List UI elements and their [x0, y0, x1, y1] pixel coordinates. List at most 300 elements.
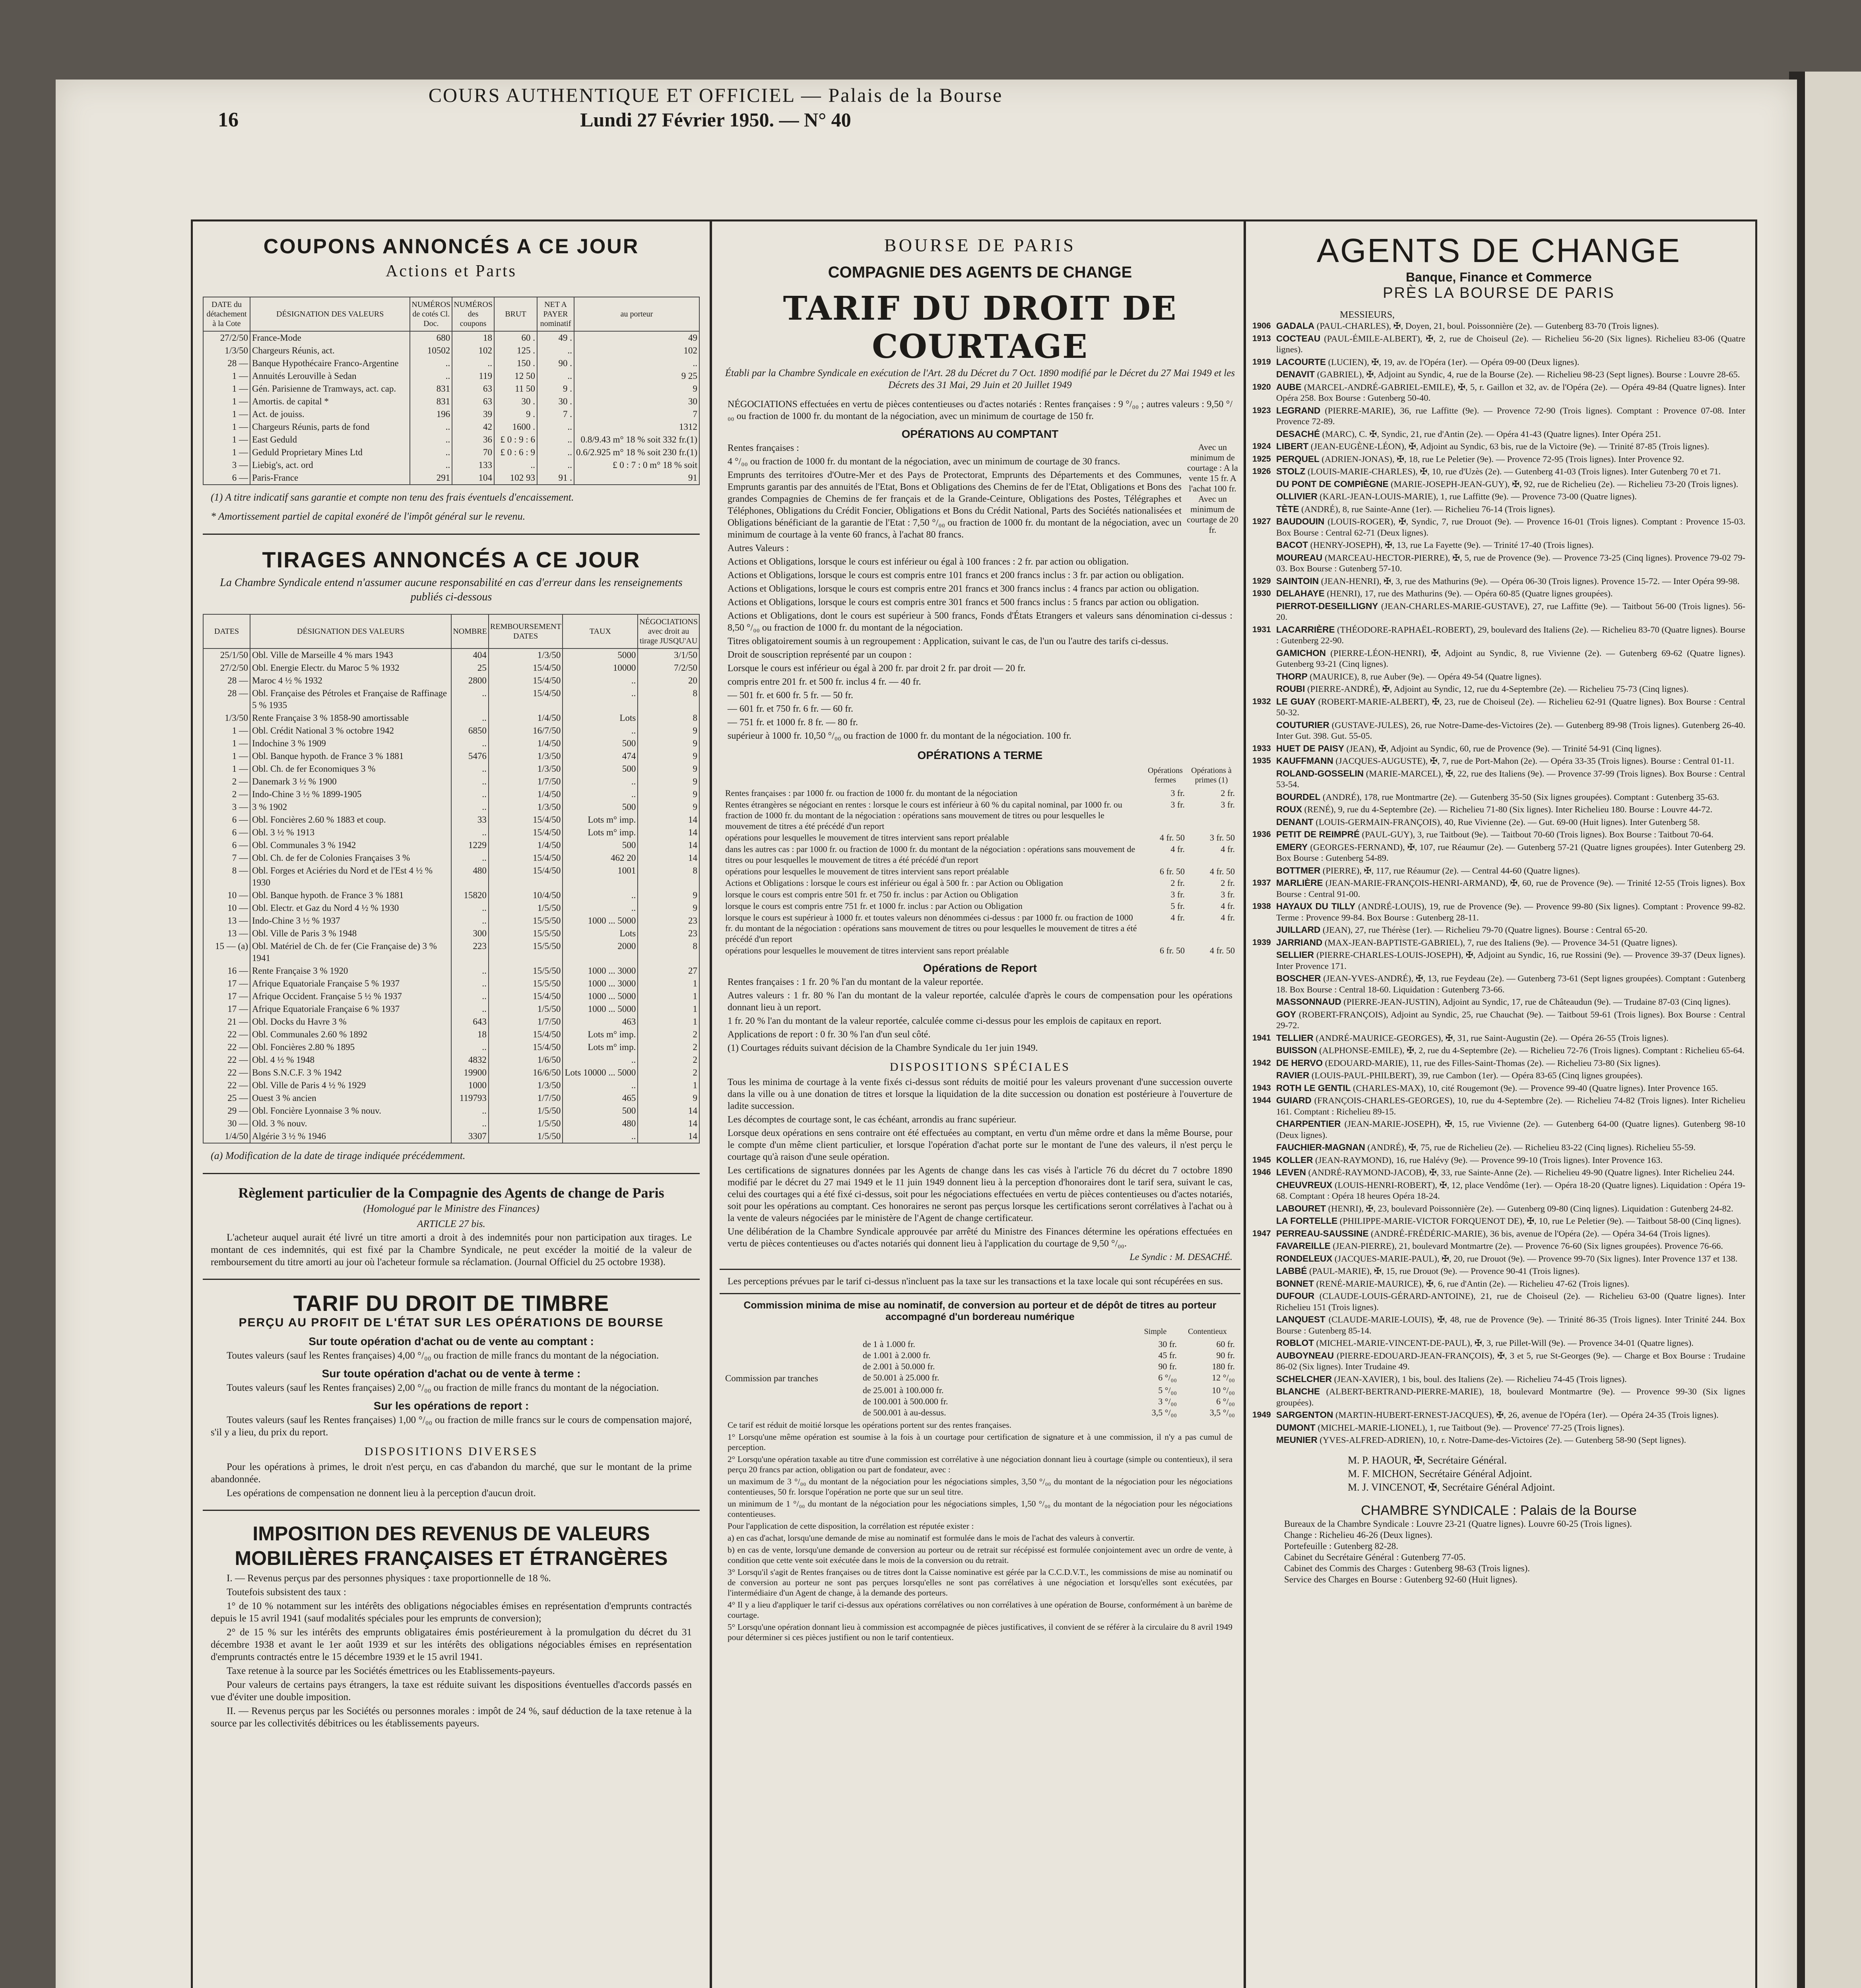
agent-details: (GEORGES-FERNAND), ✠, 107, rue Réaumur (2e). — Gutenberg 57-21 (Quatre lignes groupées). Inter Gutenberg 29. Box Bourse : Gutenberg 54-89. [1276, 842, 1746, 863]
table-cell: 4 fr. 50 [1210, 945, 1235, 955]
agent-name: MOUREAU [1276, 552, 1323, 563]
table-cell: 102 93 [494, 472, 537, 485]
comptant-paragraph: Titres obligatoirement soumis à un regroupement : Application, suivant le cas, de l'un ou l'autre des tarifs ci-dessus. [728, 636, 1168, 646]
table-cell: 39 [452, 408, 494, 421]
agent-entry [1252, 865, 1745, 876]
table-row [724, 866, 1236, 877]
table-cell: lorsque le cours est supérieur à 1000 fr. et toutes valeurs non dénommées ci-dessus : par 1000 fr. ou fraction de 1000 fr. du montant de la négociation : opérations sans mouvement de titres ou pour lesquelles le mouvement de titres a été précédé d'un report [725, 912, 1137, 944]
table-cell: 1 [638, 1003, 699, 1015]
agent-year [1252, 1253, 1276, 1264]
agent-entry [1252, 491, 1745, 502]
table-cell: 91 . [537, 472, 574, 485]
table-cell: 500 [563, 737, 638, 750]
table-cell: 45 fr. [1158, 1350, 1177, 1360]
table-cell: £ 0 : 7 : 0 m° 18 % soit [574, 459, 699, 472]
agent-name: ROUX [1276, 804, 1302, 814]
agent-entry [1252, 1009, 1745, 1031]
agent-entry [1252, 1118, 1745, 1140]
agent-text [1276, 1215, 1745, 1227]
table-cell: Rentes françaises : par 1000 fr. ou fraction de 1000 fr. du montant de la négociation [725, 788, 1017, 798]
agent-details: (MARCEL-ANDRÉ-GABRIEL-EMILE), ✠, 5, r. Gaillon et 32, av. de l'Opéra (2e). — Opéra 49-84 (Quatre lignes). Inter Opéra 258. Box Bourse : Gutenberg 50-40. [1276, 382, 1746, 403]
table-cell: 1 — [203, 370, 250, 382]
agent-details: (KARL-JEAN-LOUIS-MARIE), 1, rue Laffitte (9e). — Provence 73-00 (Quatre lignes). [1320, 491, 1637, 501]
table-cell: 70 [452, 446, 494, 459]
agent-name: GAMICHON [1276, 648, 1326, 658]
bourse-de-paris-heading: BOURSE DE PARIS [884, 235, 1076, 255]
agent-name: LE GUAY [1276, 696, 1316, 707]
agent-details: (GABRIEL), ✠, Adjoint au Syndic, 4, rue de la Bourse (2e). — Richelieu 98-23 (Sept lignes). Bourse : Louvre 28-65. [1317, 369, 1740, 379]
agent-name: ROTH LE GENTIL [1276, 1083, 1351, 1093]
table-row [724, 889, 1236, 900]
agent-text [1276, 1374, 1745, 1385]
table-cell: 16 — [203, 965, 250, 977]
table-cell: 3 fr. [1221, 889, 1235, 899]
agent-name: DUMONT [1276, 1422, 1316, 1433]
table-cell: 404 [451, 648, 489, 662]
table-cell: .. [574, 357, 699, 370]
agent-entry [1252, 743, 1745, 754]
agent-entry [1252, 540, 1745, 551]
table-cell: .. [537, 459, 574, 472]
tirages-title: TIRAGES ANNONCÉS A CE JOUR [262, 547, 640, 572]
agent-year: 1920 [1252, 382, 1271, 392]
perceptions-text: Les perceptions prévues par le tarif ci-dessus n'incluent pas la taxe sur les transactions et la taxe locale qui sont récupérées en sus. [728, 1276, 1223, 1287]
table-cell: 4 fr. 50 [1210, 866, 1235, 876]
table-row [724, 832, 1236, 843]
agent-text [1276, 1167, 1745, 1178]
agent-entry [1252, 996, 1745, 1008]
agent-entry [1252, 479, 1745, 490]
table-cell: .. [451, 990, 489, 1003]
agent-name: BOSCHER [1276, 973, 1321, 983]
table-cell: 1000 ... 3000 [563, 977, 638, 990]
table-cell: Afrique Equatoriale Française 6 % 1937 [250, 1003, 451, 1015]
agent-text [1276, 466, 1745, 477]
comptant-paragraph: Actions et Obligations, lorsque le cours est compris entre 101 francs et 200 francs inclus : 3 fr. par action ou obligation. [728, 570, 1184, 580]
table-cell: 15/5/50 [489, 914, 563, 927]
table-cell: Obl. Banque hypoth. de France 3 % 1881 [250, 889, 451, 902]
table-row [724, 1361, 1236, 1372]
agent-entry [1252, 878, 1745, 899]
agent-entry [1252, 516, 1745, 538]
table-cell: de 1.001 à 2.000 fr. [863, 1350, 931, 1360]
table-cell: lorsque le cours est compris entre 501 fr. et 750 fr. inclus : par Action ou Obligation [725, 889, 1018, 899]
table-cell: £ 0 : 9 : 6 [494, 433, 537, 446]
terme-rows [724, 787, 1236, 956]
table-cell: 42 [452, 421, 494, 433]
agent-entry [1252, 671, 1745, 682]
table-cell: 119 [452, 370, 494, 382]
table-cell: 500 [563, 839, 638, 852]
table-cell: 33 [451, 813, 489, 826]
table-cell: 9 [638, 902, 699, 914]
table-cell: 3 fr. [1170, 800, 1185, 810]
agent-year [1252, 1118, 1276, 1140]
agent-year: 1947 [1252, 1229, 1271, 1238]
agent-text [1276, 1009, 1745, 1031]
table-cell: Chargeurs Réunis, act. [250, 344, 410, 357]
agent-year [1252, 479, 1276, 490]
table-cell: Obl. Foncières 2.60 % 1883 et coup. [250, 813, 451, 826]
table-cell: Danemark 3 ½ % 1900 [250, 775, 451, 788]
agent-text [1276, 1045, 1745, 1056]
table-cell: 9 [574, 382, 699, 395]
speciales-paragraph: Les décomptes de courtage sont, le cas échéant, arrondis au franc supérieur. [728, 1114, 1017, 1125]
agent-year: 1944 [1252, 1096, 1271, 1105]
agent-year [1252, 1070, 1276, 1081]
table-cell: 1/5/50 [489, 1105, 563, 1117]
agent-year: 1929 [1252, 576, 1271, 586]
table-cell: 15/5/50 [489, 940, 563, 965]
comptant-paragraph: Droit de souscription représenté par un coupon : [728, 650, 912, 660]
agent-details: (LOUIS-PAUL-PHILBERT), 39, rue Cambon (1er). — Opéra 83-65 (Cinq lignes groupées). [1311, 1070, 1643, 1080]
table-cell: 1312 [574, 421, 699, 433]
agent-details: (RENÉ), 9, rue du 4-Septembre (2e). — Richelieu 71-80 (Six lignes). Inter Richelieu 180. Bourse : Louvre 44-72. [1304, 804, 1713, 814]
agent-text [1276, 588, 1745, 599]
agent-details: (THÉODORE-RAPHAËL-ROBERT), 29, boulevard des Italiens (2e). — Richelieu 83-70 (Quatre lignes). Bourse : Gutenberg 22-90. [1276, 624, 1745, 645]
table-cell: 1/5/50 [489, 902, 563, 914]
table-cell: 2 fr. [1221, 878, 1235, 888]
agent-entry [1252, 454, 1745, 465]
tirages-col-dates: DATES [203, 614, 250, 648]
table-cell: Obl. Ville de Marseille 4 % mars 1943 [250, 648, 451, 662]
chambre-line: Portefeuille : Gutenberg 82-28. [1284, 1541, 1399, 1551]
table-cell: .. [563, 687, 638, 712]
table-cell: 9 25 [574, 370, 699, 382]
table-cell: 1/5/50 [489, 1003, 563, 1015]
agent-name: ROUBI [1276, 684, 1305, 694]
table-cell: 22 — [203, 1079, 250, 1092]
table-cell: 22 — [203, 1028, 250, 1041]
agent-details: (LOUIS-HENRI-ROBERT), ✠, 12, place Vendôme (1er). — Opéra 18-20 (Quatre lignes). Liquidation : Opéra 19-68. Comptant : Opéra 18 heures Opéra 18-24. [1276, 1180, 1745, 1201]
agent-details: (JEAN-PIERRE), 21, boulevard Montmartre (2e). — Provence 76-60 (Six lignes groupées). Provence 76-66. [1333, 1241, 1723, 1251]
agent-entry [1252, 829, 1745, 840]
commission-note: a) en cas d'achat, lorsqu'une demande de mise au nominatif est formulée dans le mois de l'achat des valeurs à convertir. [728, 1533, 1135, 1543]
chambre-line: Bureaux de la Chambre Syndicale : Louvre 23-21 (Quatre lignes). Louvre 60-25 (Trois lignes). [1284, 1518, 1632, 1529]
agent-text [1276, 576, 1745, 587]
agent-details: (ANDRÉ), 8, rue Sainte-Anne (1er). — Richelieu 76-14 (Trois lignes). [1301, 504, 1555, 514]
agent-year: 1942 [1252, 1058, 1271, 1068]
timbre-diverses-title: DISPOSITIONS DIVERSES [364, 1445, 538, 1458]
table-cell: 17 — [203, 1003, 250, 1015]
table-cell: 1/4/50 [203, 1130, 250, 1143]
agent-details: (LOUIS-MARIE-CHARLES), ✠, 10, rue d'Uzès (2e). — Gutenberg 41-03 (Trois lignes). Inter Gutenberg 70 et 71. [1307, 466, 1721, 476]
comptant-text [720, 442, 1240, 742]
table-cell: 1000 ... 5000 [563, 1003, 638, 1015]
chambre-line: Change : Richelieu 46-26 (Deux lignes). [1284, 1530, 1433, 1540]
agent-year [1252, 804, 1276, 815]
agent-name: THORP [1276, 671, 1308, 681]
agent-text [1276, 768, 1745, 790]
agent-name: ROBLOT [1276, 1338, 1314, 1348]
table-cell: Paris-France [250, 472, 410, 485]
agent-text [1276, 624, 1745, 646]
table-row [724, 1350, 1236, 1361]
commission-note: un minimum de 1 °/₀₀ du montant de la négociation pour les négociations simples, 1,50 °/₀₀ du montant de la négociation pour les négociations contentieuses. [728, 1499, 1232, 1519]
column-rule-2 [1244, 219, 1246, 1988]
right-column [1252, 227, 1745, 1585]
agent-name: LABOURET [1276, 1203, 1326, 1213]
table-row [203, 813, 699, 826]
agent-name: PETIT DE REIMPRÉ [1276, 829, 1360, 839]
agent-entry [1252, 1045, 1745, 1056]
table-cell: 1 — [203, 433, 250, 446]
divider [203, 534, 700, 535]
agent-name: GADALA [1276, 321, 1315, 331]
table-cell: 2 [638, 1066, 699, 1079]
table-cell: 10/4/50 [489, 889, 563, 902]
comptant-title: OPÉRATIONS AU COMPTANT [901, 428, 1059, 440]
commission-col-contentieux: Contentieux [1188, 1327, 1227, 1336]
agent-entry [1252, 1228, 1745, 1239]
speciales-paragraph: Une délibération de la Chambre Syndicale approuvée par arrêté du Ministre des Finances détermine les opérations effectuées en vertu de pièces contentieuses ou d'actes notariés qui donnent lieu à l'application du courtage de 9,50 °/₀₀. [728, 1227, 1232, 1249]
table-cell: 6 fr. 50 [1160, 866, 1185, 876]
agent-text [1276, 320, 1745, 332]
table-cell: 1/7/50 [489, 1092, 563, 1105]
table-cell: Obl. Communales 3 % 1942 [250, 839, 451, 852]
table-cell: 1/3/50 [203, 712, 250, 724]
agent-text [1276, 1291, 1745, 1312]
table-cell [724, 1407, 861, 1418]
agent-entry [1252, 1386, 1745, 1408]
speciales-title: DISPOSITIONS SPÉCIALES [890, 1060, 1070, 1074]
agent-entry [1252, 768, 1745, 790]
negociations-text: NÉGOCIATIONS effectuées en vertu de pièces contentieuses ou d'actes notariés : Rentes françaises : 9 °/₀₀ ; autres valeurs : 9,50 °/₀₀ ou fraction de 1000 fr. du montant de la négociation, avec un minimum de courtage de 150 fr. [728, 399, 1232, 421]
agent-year: 1932 [1252, 697, 1271, 706]
table-cell: 3 — [203, 801, 250, 813]
table-cell: dans les autres cas : par 1000 fr. ou fraction de 1000 fr. du montant de la négociation : opérations sans mouvement de titres ou pour lesquelles le mouvement de titres a été précédé d'un report [725, 844, 1135, 865]
agent-name: PIERROT-DESEILLIGNY [1276, 601, 1378, 611]
table-cell: 500 [563, 801, 638, 813]
table-cell: Obl. Energie Electr. du Maroc 5 % 1932 [250, 662, 451, 674]
agent-details: (MICHEL-MARIE-VINCENT-DE-PAUL), ✠, 3, rue Pillet-Will (9e). — Provence 34-01 (Quatre lignes). [1316, 1338, 1694, 1348]
agent-details: (PAUL-ÉMILE-ALBERT), ✠, 2, rue de Choiseul (2e). — Richelieu 56-20 (Six lignes). Richelieu 83-06 (Quatre lignes). [1276, 333, 1745, 354]
agent-entry [1252, 937, 1745, 948]
table-cell: 18 [452, 331, 494, 344]
table-cell: 10 °/₀₀ [1212, 1385, 1235, 1395]
table-row [203, 775, 699, 788]
table-cell: 9 [638, 737, 699, 750]
table-cell: 6 °/₀₀ [1216, 1396, 1235, 1406]
agent-year: 1949 [1252, 1410, 1271, 1419]
table-cell [724, 1339, 861, 1350]
table-cell: 480 [451, 864, 489, 889]
table-cell: 15/4/50 [489, 826, 563, 839]
table-row [203, 750, 699, 763]
table-cell: Annuités Lerouville à Sedan [250, 370, 410, 382]
agent-name: GUIARD [1276, 1095, 1312, 1105]
imposition-paragraph: I. — Revenus perçus par des personnes physiques : taxe proportionnelle de 18 %. [227, 1573, 551, 1584]
agent-entry [1252, 1033, 1745, 1044]
table-cell: 6 °/₀₀ [1158, 1373, 1177, 1382]
agent-text [1276, 552, 1745, 574]
table-cell: East Geduld [250, 433, 410, 446]
table-cell: Lots m° imp. [563, 813, 638, 826]
agent-entry [1252, 1422, 1745, 1433]
agents-title: AGENTS DE CHANGE [1316, 232, 1681, 269]
agent-text [1276, 696, 1745, 718]
agent-details: (MARC), C. ✠, Syndic, 21, rue d'Antin (2e). — Opéra 41-43 (Quatre lignes). Inter Opéra 251. [1322, 429, 1661, 439]
agent-entry [1252, 901, 1745, 923]
table-cell: Obl. Ch. de fer de Colonies Françaises 3 % [250, 852, 451, 864]
agent-name: BUISSON [1276, 1045, 1317, 1055]
report-paragraph: Autres valeurs : 1 fr. 80 % l'an du montant de la valeur reportée, calculée d'après le cours de compensation pour les opérations donnant lieu à un report. [728, 990, 1232, 1013]
table-cell: 1000 [451, 1079, 489, 1092]
table-cell: 10502 [410, 344, 452, 357]
table-row [203, 1041, 699, 1054]
table-cell: 7/2/50 [638, 662, 699, 674]
table-row [203, 1054, 699, 1066]
agent-name: LA FORTELLE [1276, 1216, 1338, 1226]
table-cell: 28 — [203, 357, 250, 370]
table-cell: .. [451, 977, 489, 990]
table-cell: 2 — [203, 775, 250, 788]
agent-year [1252, 1350, 1276, 1372]
agent-entry [1252, 405, 1745, 427]
table-cell: 1/3/50 [489, 763, 563, 775]
next-page-edge [1805, 72, 1861, 1988]
agent-year [1252, 792, 1276, 803]
table-cell: 1 [638, 1079, 699, 1092]
agent-text [1276, 601, 1745, 623]
agent-name: FAUCHIER-MAGNAN [1276, 1142, 1365, 1152]
table-row [724, 912, 1236, 945]
table-row [203, 1079, 699, 1092]
agent-details: (ANDRÉ-FRÉDÉRIC-MARIE), 36 bis, avenue de l'Opéra (2e). — Opéra 34-64 (Trois lignes). [1371, 1228, 1710, 1239]
table-cell: 14 [638, 1117, 699, 1130]
reglement-title: Règlement particulier de la Compagnie des Agents de change de Paris [238, 1185, 664, 1201]
agent-year: 1924 [1252, 442, 1271, 451]
agent-entry [1252, 1278, 1745, 1289]
agent-entry [1252, 648, 1745, 670]
report-paragraph: (1) Courtages réduits suivant décision de la Chambre Syndicale du 1er juin 1949. [728, 1043, 1038, 1053]
agent-details: (JEAN-XAVIER), 1 bis, boul. des Italiens (2e). — Richelieu 74-45 (Trois lignes). [1334, 1374, 1627, 1384]
agent-year: 1919 [1252, 357, 1271, 367]
agent-year [1252, 996, 1276, 1008]
agent-name: DELAHAYE [1276, 588, 1325, 598]
table-cell: .. [451, 775, 489, 788]
table-cell: 3/1/50 [638, 648, 699, 662]
table-cell: 462 20 [563, 852, 638, 864]
table-cell: 30 fr. [1158, 1339, 1177, 1349]
terme-title: OPÉRATIONS A TERME [917, 749, 1043, 761]
agent-text [1276, 1386, 1745, 1408]
table-cell: Banque Hypothécaire Franco-Argentine [250, 357, 410, 370]
table-cell: Obl. Electr. et Gaz du Nord 4 ½ % 1930 [250, 902, 451, 914]
table-cell: 643 [451, 1015, 489, 1028]
tirages-col-negociations: NÉGOCIATIONS avec droit au tirage JUSQU'AU [638, 614, 699, 648]
table-cell: 223 [451, 940, 489, 965]
table-cell: 15/4/50 [489, 662, 563, 674]
table-row [724, 843, 1236, 866]
table-cell: .. [563, 775, 638, 788]
table-cell: 1/4/50 [489, 712, 563, 724]
table-cell [724, 1385, 861, 1396]
table-cell: 480 [563, 1117, 638, 1130]
table-cell: 2 — [203, 788, 250, 801]
agent-details: (ADRIEN-JONAS), ✠, 18, rue Le Peletier (9e). — Provence 72-95 (Trois lignes). Inter Provence 92. [1322, 454, 1684, 464]
agents-salutation: MESSIEURS, [1340, 310, 1395, 320]
divider [203, 1510, 700, 1511]
table-cell: 19900 [451, 1066, 489, 1079]
table-cell: 1/7/50 [489, 1015, 563, 1028]
coupons-col-coupons: NUMÉROS des coupons [452, 297, 494, 331]
table-row [203, 1130, 699, 1143]
table-cell: Afrique Equatoriale Française 5 % 1937 [250, 977, 451, 990]
table-cell: 1 — [203, 421, 250, 433]
agent-name: SARGENTON [1276, 1410, 1333, 1420]
table-cell: 14 [638, 852, 699, 864]
table-cell: 22 — [203, 1041, 250, 1054]
agent-year [1252, 1314, 1276, 1336]
agent-details: (JEAN-CHARLES-MARIE-GUSTAVE), 27, rue Laffitte (9e). — Taitbout 56-00 (Trois lignes). 56-20. [1276, 601, 1746, 622]
table-cell: 2 [638, 1041, 699, 1054]
commission-note: b) en cas de vente, lorsqu'une demande de conversion au porteur ou de retrait sur récépissé est formulée conjointement avec un ordre de vente, à condition que cette vente soit exécutée dans le mois de la conversion ou du retrait. [728, 1545, 1232, 1565]
agent-details: (MARIE-JOSEPH-JEAN-GUY), ✠, 92, rue de Richelieu (2e). — Richelieu 73-20 (Trois lignes). [1391, 479, 1739, 489]
timbre-section-head: Sur les opérations de report : [373, 1400, 529, 1412]
table-cell: 680 [410, 331, 452, 344]
table-row [203, 889, 699, 902]
table-cell: 150 . [494, 357, 537, 370]
table-cell: 5000 [563, 648, 638, 662]
agent-year: 1913 [1252, 334, 1271, 343]
minimum-courtage-note: Avec un minimum de courtage : A la vente 15 fr. A l'achat 100 fr. Avec un minimum de courtage de 20 fr. [1187, 442, 1238, 535]
agent-name: FAVAREILLE [1276, 1241, 1331, 1251]
table-cell: 15/4/50 [489, 852, 563, 864]
table-row [203, 395, 699, 408]
table-cell: 102 [574, 344, 699, 357]
agent-text [1276, 949, 1745, 971]
table-cell: 1 — [203, 446, 250, 459]
table-cell: 14 [638, 1105, 699, 1117]
table-cell: Chargeurs Réunis, parts de fond [250, 421, 410, 433]
table-row [203, 940, 699, 965]
agent-text [1276, 1278, 1745, 1289]
agent-details: (JEAN-MARIE-FRANÇOIS-HENRI-ARMAND), ✠, 60, rue de Provence (9e). — Trinité 12-55 (Trois lignes). Box Bourse : Central 91-00. [1276, 878, 1745, 899]
speciales-paragraph: Les certifications de signatures données par les Agents de change dans les cas visés à l'article 76 du décret du 7 octobre 1890 modifié par le décret du 27 mai 1949 et le 11 juin 1949 donnent lieu à la perception d'honoraires dont le tarif sera, suivant le cas, celui des courtages qui a été fixé ci-dessus, soit pour les négociations effectuées en vertu de pièces contentieuses ou d'actes notariés, soit pour les opérations au comptant. Ces honoraires ne seront pas perçus lorsque les certifications seront corrélatives à l'achat ou à la vente de valeurs négociées par le ministère de l'Agent de change certificateur. [728, 1165, 1232, 1223]
table-row [724, 799, 1236, 832]
table-cell: 1600 . [494, 421, 537, 433]
table-cell: 2 fr. [1221, 788, 1235, 798]
table-cell: 8 [638, 712, 699, 724]
table-cell: 119793 [451, 1092, 489, 1105]
table-row [203, 839, 699, 852]
table-cell: 28 — [203, 687, 250, 712]
agent-name: COUTURIER [1276, 720, 1329, 730]
table-cell: .. [410, 446, 452, 459]
table-cell: Lots [563, 712, 638, 724]
agent-entry [1252, 1291, 1745, 1312]
table-cell: 60 . [494, 331, 537, 344]
coupons-subtitle: Actions et Parts [386, 262, 517, 280]
agent-details: (ALPHONSE-EMILE), ✠, 2, rue du 4-Septembre (2e). — Richelieu 72-76 (Trois lignes). Comptant : Richelieu 65-64. [1319, 1045, 1745, 1055]
agent-name: JUILLARD [1276, 925, 1321, 935]
table-cell: 3 % 1902 [250, 801, 451, 813]
table-cell: 28 — [203, 674, 250, 687]
agent-name: BOURDEL [1276, 792, 1321, 802]
table-cell: 30 . [537, 395, 574, 408]
agent-year [1252, 865, 1276, 876]
table-cell: 8 [638, 687, 699, 712]
imposition-paragraph: Pour valeurs de certains pays étrangers, la taxe est réduite suivant les dispositions éventuelles d'accords passés en vue d'éviter une double imposition. [211, 1679, 692, 1703]
table-cell: 1/3/50 [489, 648, 563, 662]
agent-details: (MAX-JEAN-BAPTISTE-GABRIEL), 7, rue des Italiens (9e). — Provence 34-51 (Quatre lignes). [1324, 937, 1678, 947]
agent-entry [1252, 1314, 1745, 1336]
table-cell: .. [537, 421, 574, 433]
table-cell: 4 fr. [1170, 912, 1185, 922]
report-text [720, 976, 1240, 1054]
table-cell: 16/6/50 [489, 1066, 563, 1079]
